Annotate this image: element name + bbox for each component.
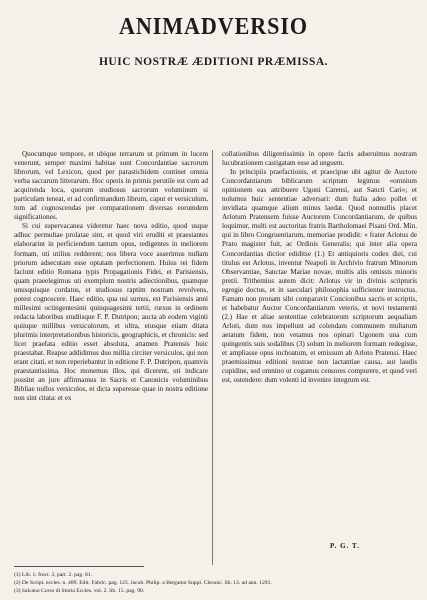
footnote: (2) De Script. eccles. n. 489. Edit. Fabric. pag. 123. Jacob. Philip. a Bergamo Suppl. Chronic. lib. 13. ad ann. 1291. (14, 580, 272, 586)
footnote: (1) Lib. 1. fruct. 3, part. 2. pag. 81. (14, 572, 92, 578)
paragraph: collationibus diligentissimis in opere factis adseruimus nostram lucubrationem castigatam esse ad unguem. (222, 150, 417, 168)
column-divider (212, 150, 213, 565)
paragraph: In principiis praefactionis, et praecipue ubi agitur de Auctore Concordantiarum biblicarum scriptum legimus «omnium opinionem eas attribuere Ugoni Carensi, aut Sancti Cari»; et nolumus huic sententiae adversari: dum Italia adeo pollet et invidiata quamque alium minus laedat. Quod nonnullis placet Arlotum Pratensem fuisse Auctorem Concordantiarum, de quibus loquimur, multi est auctoritas fratris Bartholomaei Pisani Ord. Min. qui in libro Congruentiarum, memoriae prodidit: « frater Arlotus de Prato magister fuit, ac Ordinis Generalis; qui inter alia opera Concordantias dictior ediditse (1.) Et antiquioris codex diei, cui titulus est Arlotus, inventur Neapoli in Archivio fratrum Minorum Observantiae, Sanctae Mariae novae, multis alis omissis minoris pretii. Trithemius autem dicit: Arlotus vir in divinis scripturis egregie doctus, et in saeculari philosophia sufficienter instructus. Famam non pronam sibi comparavit Concionibus sacris et scriptis, et habebatur Auctor Concordantiarum veteris, et novi testamenti (2.) Hae et aliae sententiae celebratorum scriptorum aequaliam Arloti, dum nos impellunt ad colendam communem multarum aetatum fidem, non vetamus nos opinari Ugonem una cum quingentis suis sodalibus (3) solum in meliorem formam redegisse, et ampliasse opus inchoatum, et emissum ab Arloto Pratensi. Haec praemissimus editioni nostrae non iactantiae causa, aut laudis cupidine, sed omnino ut cogamus censores compurere, et quod veri est, ostendere: dum volenti id invenire integrum est. (222, 168, 417, 385)
signature: P. G. T. (330, 542, 360, 550)
footnote-rule (14, 566, 144, 567)
left-column (14, 150, 208, 403)
page-subtitle: HUIC NOSTRÆ ÆDITIONI PRÆMISSA. (98, 56, 329, 68)
page-title: ANIMADVERSIO (119, 14, 308, 40)
paragraph: Si cui supervacanea videretur haec nova editio, quod usque adhuc permultae prolatae sint, et quod viri eruditi et praestantes elaborarint in perficiendum tantum opus, redigentes in meliorem formam, uti utilius redderent; nos libera voce asserimus nullam priorum adsecutam esse optatam perfectionem. Huius rei fidem faciunt editio Romana typis Propagationis Fidei, et Parisiensis, quam praeelegimus uti exemplum nostris adiectionibus, quamque unusquisque cordatus, et studiosus raptim nostram revolvens, potest cognoscere. Haec editio, qua usi sumus, est Parisiensis anni millesimi octingentesimi quinquagesimi tertii, rursus in ordinem redacta laboribus studiisque F. P. Dutripon; aucta ab eodem viginti quinque millibus versiculorum, et ultra, eiusque etiam ditata plurimis interpretationibus historicis, geographicis, et chronicis: sed licet praefata editio esset absoluta, attamen Pratensis huic praestabat. Reapse addidimus duo millia circiter versiculos, qui non erant citati, et non reperiebantur in editione F. P. Dutripon, quamvis praestantissima. Hoc monemus illos, qui dicerent, uti indicare possint an jure affirmamus in Sacris et Canonicis voluminibus Bibliae nullos versiculos, et dicta superesse quae in nostra editione non sint citata: et ex (14, 222, 208, 403)
footnote: (3) Salcano Corso di Storia Eccles. vol. 2. lib. 15. pag. 90. (14, 588, 145, 594)
right-column (222, 150, 417, 385)
paragraph: Quocumque tempore, et ubique terrarum ut primum in lucem venerunt, semper maximi habitae sunt Concordantiae sacrorum librorum, vel Lexicon, quod per parastichidem continet omnia verba sacrarum litterarum. Hoc operis in primis perutile est cum ad acquirenda loca, quorum studiosus sacrorum voluminum si particulam teneat, et ad confirmandum librum, caput et versiculum, tum ad cognoscendas per comparationem diversas eorumdem significationes. (14, 150, 208, 222)
footnotes (14, 571, 414, 595)
